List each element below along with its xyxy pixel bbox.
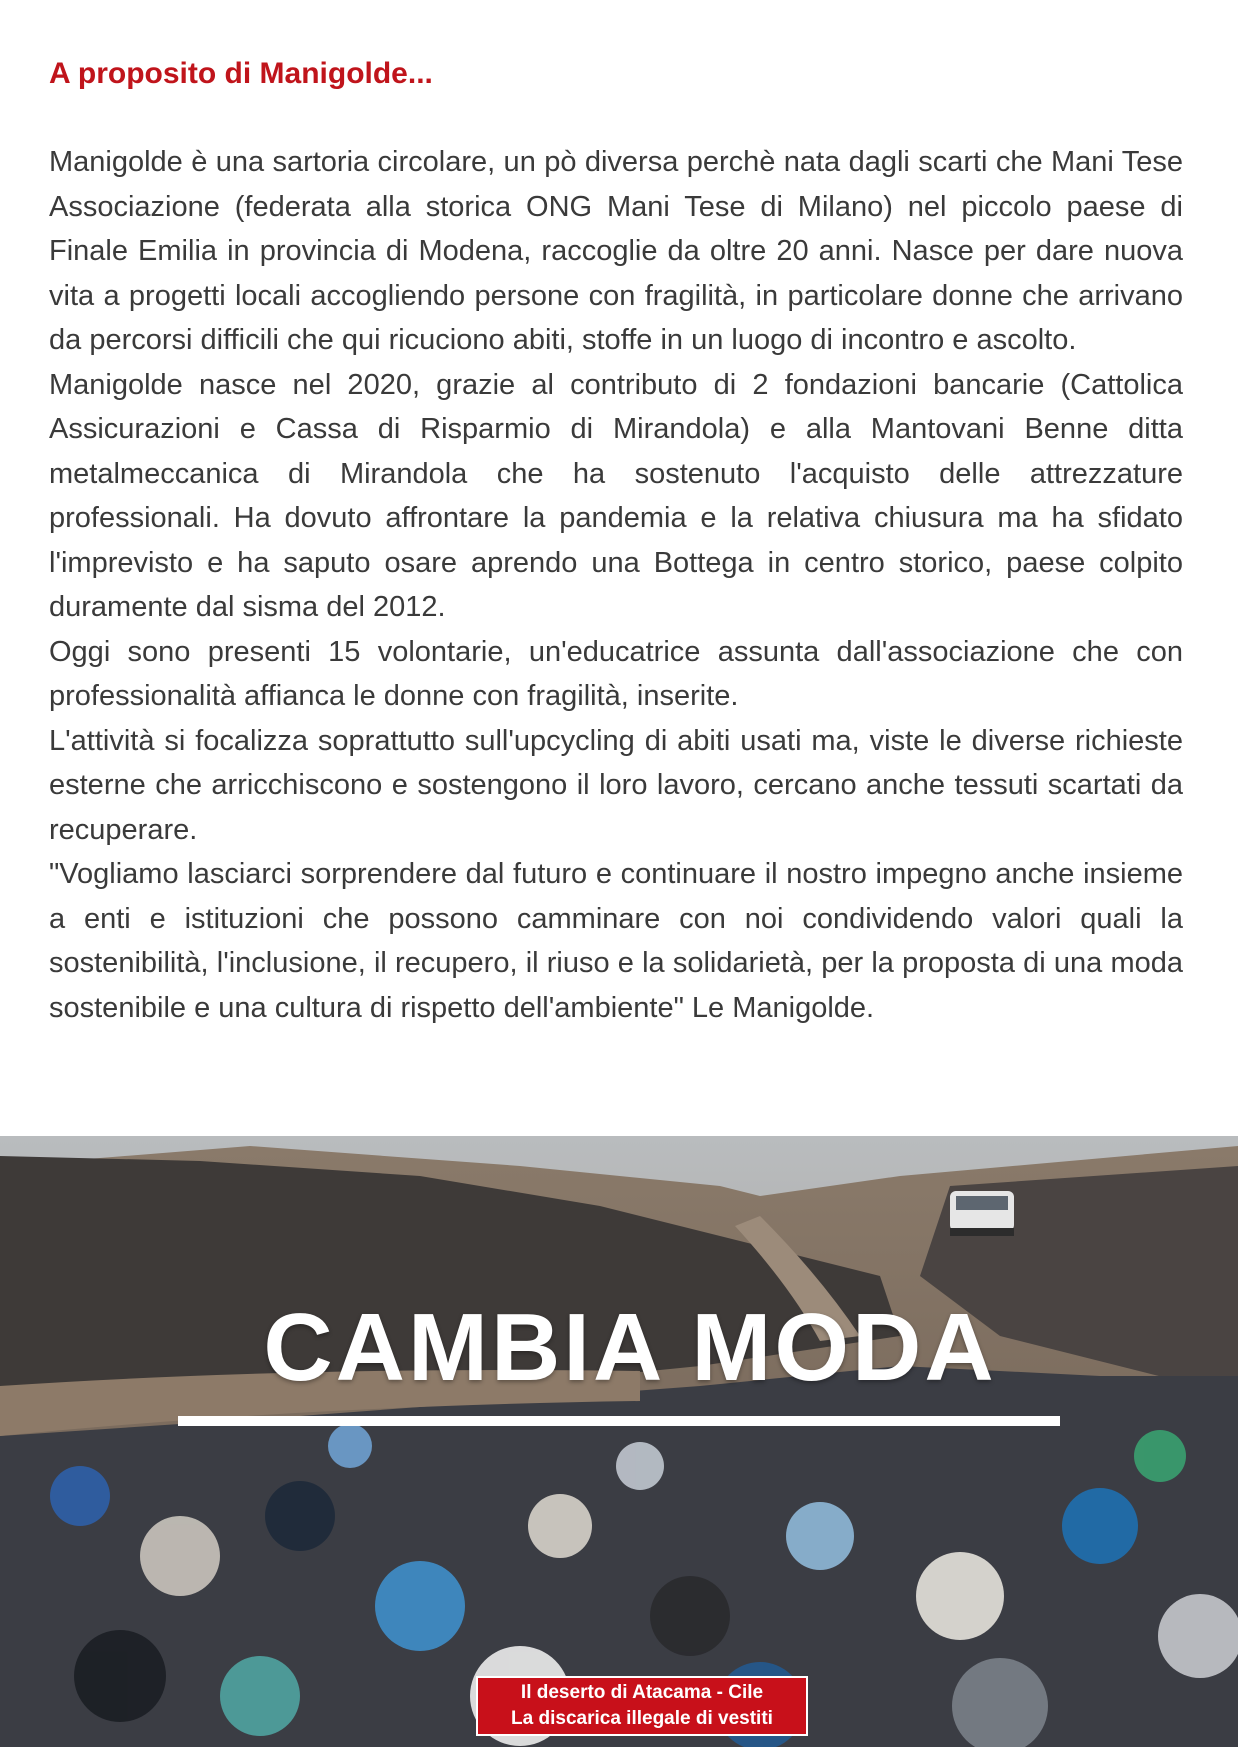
paragraph-intro: Manigolde è una sartoria circolare, un pò diversa perchè nata dagli scarti che Mani Tese Associazione (federata alla storica ONG Mani Tese di Milano) nel piccolo paese di Finale Emilia in provincia di Modena, raccoglie da oltre 20 anni. Nasce per dare nuova vita a progetti locali accogliendo persone con fragilità, in particolare donne che arrivano da percorsi difficili che qui ricuciono abiti, stoffe in un luogo di incontro e ascolto. (49, 146, 1183, 356)
suv-vehicle (950, 1191, 1014, 1236)
article-heading: A proposito di Manigolde... (49, 57, 433, 90)
caption-location: Il deserto di Atacama - Cile (520, 1682, 764, 1703)
title-underline (178, 1416, 1060, 1426)
paragraph-volunteers: Oggi sono presenti 15 volontarie, un'educatrice assunta dall'associazione che con professionalità affianca le donne con fragilità, inserite. (49, 635, 1183, 712)
campaign-title: CAMBIA MODA (263, 1294, 997, 1401)
paragraph-quote: "Vogliamo lasciarci sorprendere dal futuro e continuare il nostro impegno anche insieme a enti e istituzioni che possono camminare con noi condividendo valori quali la sostenibilità, l'inclusione, il recupero, il riuso e la solidarietà, per la proposta di una moda sostenibile e una cultura di rispetto dell'ambiente" Le Manigolde. (49, 858, 1183, 1024)
paragraph-history: Manigolde nasce nel 2020, grazie al contributo di 2 fondazioni bancarie (Cattolica Assicurazioni e Cassa di Risparmio di Mirandola) e alla Mantovani Benne ditta metalmeccanica di Mirandola che ha sostenuto l'acquisto delle attrezzature professionali. Ha dovuto affrontare la pandemia e la relativa chiusura ma ha sfidato l'imprevisto e ha saputo osare aprendo una Bottega in centro storico, paese colpito duramente dal sisma del 2012. (49, 368, 1183, 623)
paragraph-activity: L'attività si focalizza soprattutto sull'upcycling di abiti usati ma, viste le diverse richieste esterne che arricchiscono e sostengono il loro lavoro, cercano anche tessuti scartati da recuperare. (49, 724, 1183, 846)
landfill-illustration (0, 1136, 1238, 1747)
article-body (49, 140, 1183, 1030)
landfill-photo (0, 1136, 1238, 1747)
caption-description: La discarica illegale di vestiti (511, 1708, 773, 1729)
photo-caption (476, 1676, 808, 1736)
